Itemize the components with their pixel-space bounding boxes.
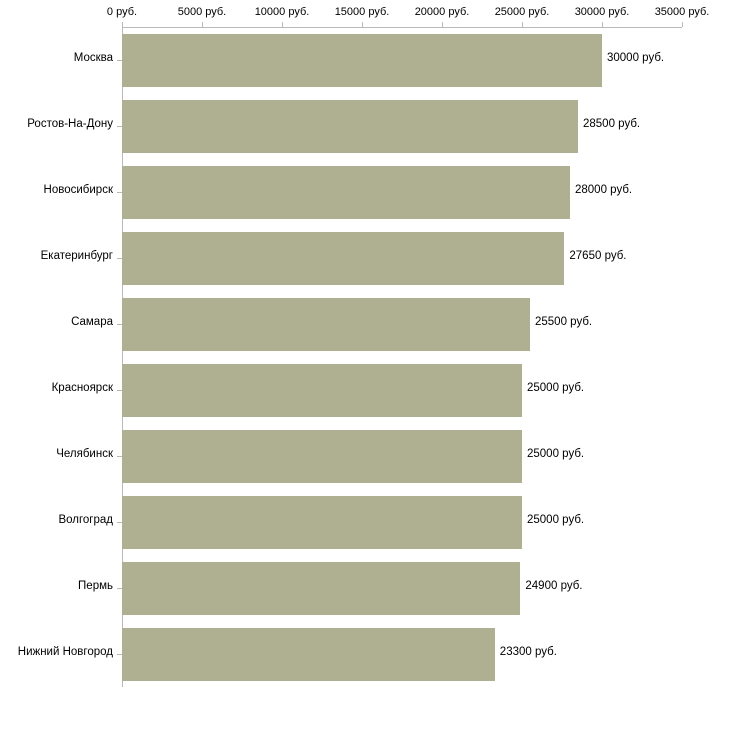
x-tick-label: 10000 руб. — [254, 6, 310, 18]
x-tick-label: 30000 руб. — [574, 6, 630, 18]
bar[interactable] — [122, 364, 522, 417]
category-label: Нижний Новгород — [17, 646, 113, 658]
bar-row — [0, 423, 730, 489]
category-label: Самара — [71, 316, 113, 328]
bar[interactable] — [122, 628, 495, 681]
x-tick-label: 0 руб. — [106, 6, 138, 18]
bar-value-label: 28500 руб. — [583, 118, 641, 130]
bar-value-label: 25000 руб. — [527, 382, 585, 394]
bar[interactable] — [122, 562, 520, 615]
category-label: Екатеринбург — [40, 250, 113, 262]
x-tick-label: 20000 руб. — [414, 6, 470, 18]
bar-value-label: 25500 руб. — [535, 316, 593, 328]
category-label: Москва — [73, 52, 113, 64]
bar-value-label: 25000 руб. — [527, 514, 585, 526]
bar-row — [0, 357, 730, 423]
bar-value-label: 25000 руб. — [527, 448, 585, 460]
bar[interactable] — [122, 34, 602, 87]
x-tick-label: 25000 руб. — [494, 6, 550, 18]
bar[interactable] — [122, 166, 570, 219]
x-tick-label: 5000 руб. — [177, 6, 227, 18]
bar-row — [0, 555, 730, 621]
x-tick-label: 15000 руб. — [334, 6, 390, 18]
bar-value-label: 24900 руб. — [525, 580, 583, 592]
bar-value-label: 27650 руб. — [569, 250, 627, 262]
bar[interactable] — [122, 298, 530, 351]
category-label: Красноярск — [51, 382, 113, 394]
bar-row — [0, 159, 730, 225]
x-tick-label: 35000 руб. — [654, 6, 710, 18]
bar-row — [0, 93, 730, 159]
bar-value-label: 23300 руб. — [499, 646, 557, 658]
bar[interactable] — [122, 430, 522, 483]
bar[interactable] — [122, 100, 578, 153]
bar-row — [0, 27, 730, 93]
bar-row — [0, 621, 730, 687]
bar-row — [0, 225, 730, 291]
bar-value-label: 30000 руб. — [607, 52, 665, 64]
bar-value-label: 28000 руб. — [575, 184, 633, 196]
category-label: Ростов-На-Дону — [27, 118, 113, 130]
category-label: Пермь — [78, 580, 113, 592]
bar[interactable] — [122, 232, 564, 285]
category-label: Новосибирск — [43, 184, 113, 196]
category-label: Челябинск — [56, 448, 113, 460]
category-label: Волгоград — [58, 514, 113, 526]
bar-row — [0, 291, 730, 357]
bar[interactable] — [122, 496, 522, 549]
bar-row — [0, 489, 730, 555]
